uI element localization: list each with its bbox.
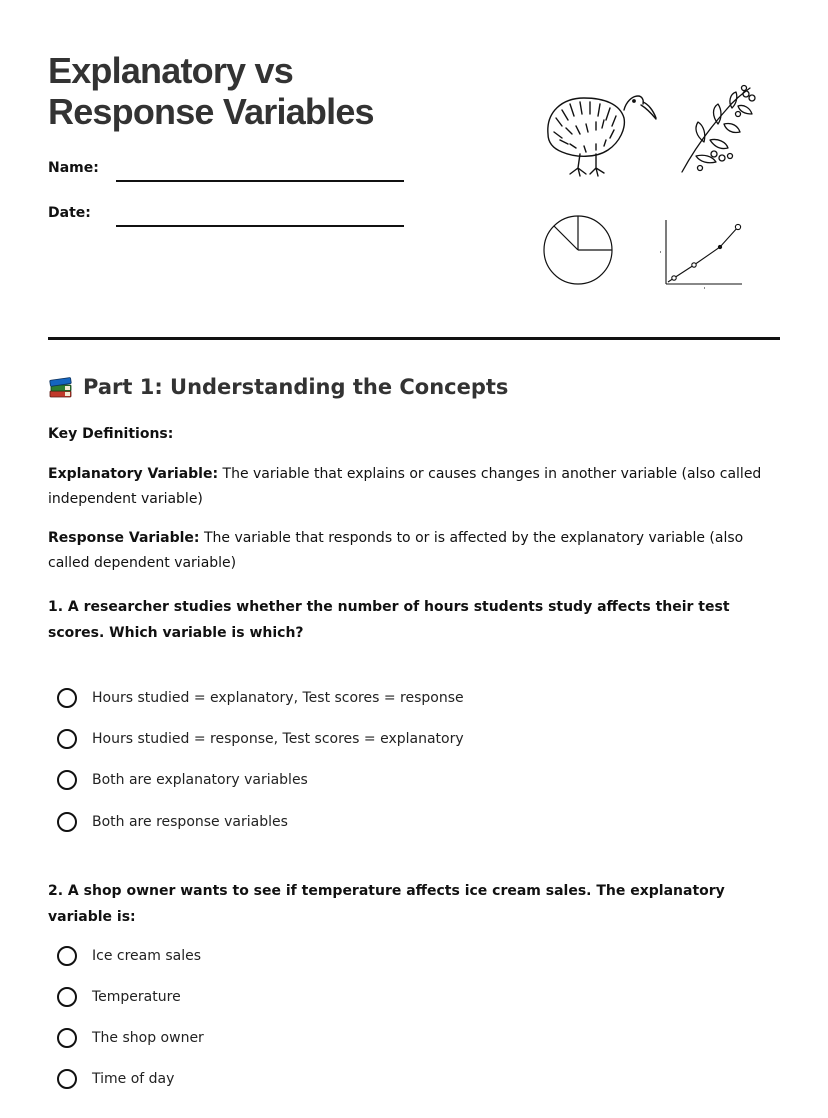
radio-button[interactable] xyxy=(57,812,77,832)
radio-button[interactable] xyxy=(57,1069,77,1089)
explanatory-term: Explanatory Variable: xyxy=(48,466,219,482)
option-label: Both are explanatory variables xyxy=(92,772,308,788)
radio-button[interactable] xyxy=(57,729,77,749)
option-label: Time of day xyxy=(92,1071,175,1087)
option-label: The shop owner xyxy=(92,1030,204,1046)
q1-option-2[interactable] xyxy=(57,726,464,752)
q2-option-4[interactable] xyxy=(57,1066,174,1092)
radio-button[interactable] xyxy=(57,1028,77,1048)
response-text: The variable that responds to or is affected by the explanatory variable (also called dependent variable) xyxy=(48,530,744,571)
radio-button[interactable] xyxy=(57,946,77,966)
name-label: Name: xyxy=(48,160,99,176)
q2-option-1[interactable] xyxy=(57,943,201,969)
plant-sprig-icon xyxy=(674,84,760,176)
title-line-2: Response Variables xyxy=(48,91,374,132)
section-divider xyxy=(48,337,780,340)
radio-button[interactable] xyxy=(57,987,77,1007)
line-graph-icon xyxy=(656,216,746,292)
option-label: Ice cream sales xyxy=(92,948,201,964)
option-label: Hours studied = explanatory, Test scores = response xyxy=(92,690,464,706)
explanatory-definition xyxy=(48,462,778,512)
q2-option-2[interactable] xyxy=(57,984,181,1010)
option-label: Both are response variables xyxy=(92,814,288,830)
q1-option-1[interactable] xyxy=(57,685,464,711)
date-field-line[interactable] xyxy=(116,225,404,227)
response-term: Response Variable: xyxy=(48,530,200,546)
date-label: Date: xyxy=(48,205,91,221)
key-definitions-label: Key Definitions: xyxy=(48,426,174,442)
radio-button[interactable] xyxy=(57,688,77,708)
part1-heading-text: Part 1: Understanding the Concepts xyxy=(83,375,509,399)
q2-option-3[interactable] xyxy=(57,1025,204,1051)
option-label: Hours studied = response, Test scores = explanatory xyxy=(92,731,464,747)
name-field-line[interactable] xyxy=(116,180,404,182)
radio-button[interactable] xyxy=(57,770,77,790)
q1-option-3[interactable] xyxy=(57,767,308,793)
books-icon xyxy=(48,374,74,400)
title-line-1: Explanatory vs xyxy=(48,50,293,91)
kiwi-bird-icon xyxy=(540,88,660,180)
response-definition xyxy=(48,526,778,576)
pie-chart-icon xyxy=(540,212,616,288)
page-title xyxy=(48,50,374,132)
option-label: Temperature xyxy=(92,989,181,1005)
part1-heading xyxy=(48,374,508,400)
explanatory-text: The variable that explains or causes changes in another variable (also called independent variable) xyxy=(48,466,762,507)
question-2-text: 2. A shop owner wants to see if temperature affects ice cream sales. The explanatory variable is: xyxy=(48,883,725,925)
question-1-text: 1. A researcher studies whether the number of hours students study affects their test scores. Which variable is which? xyxy=(48,599,730,641)
q1-option-4[interactable] xyxy=(57,809,288,835)
